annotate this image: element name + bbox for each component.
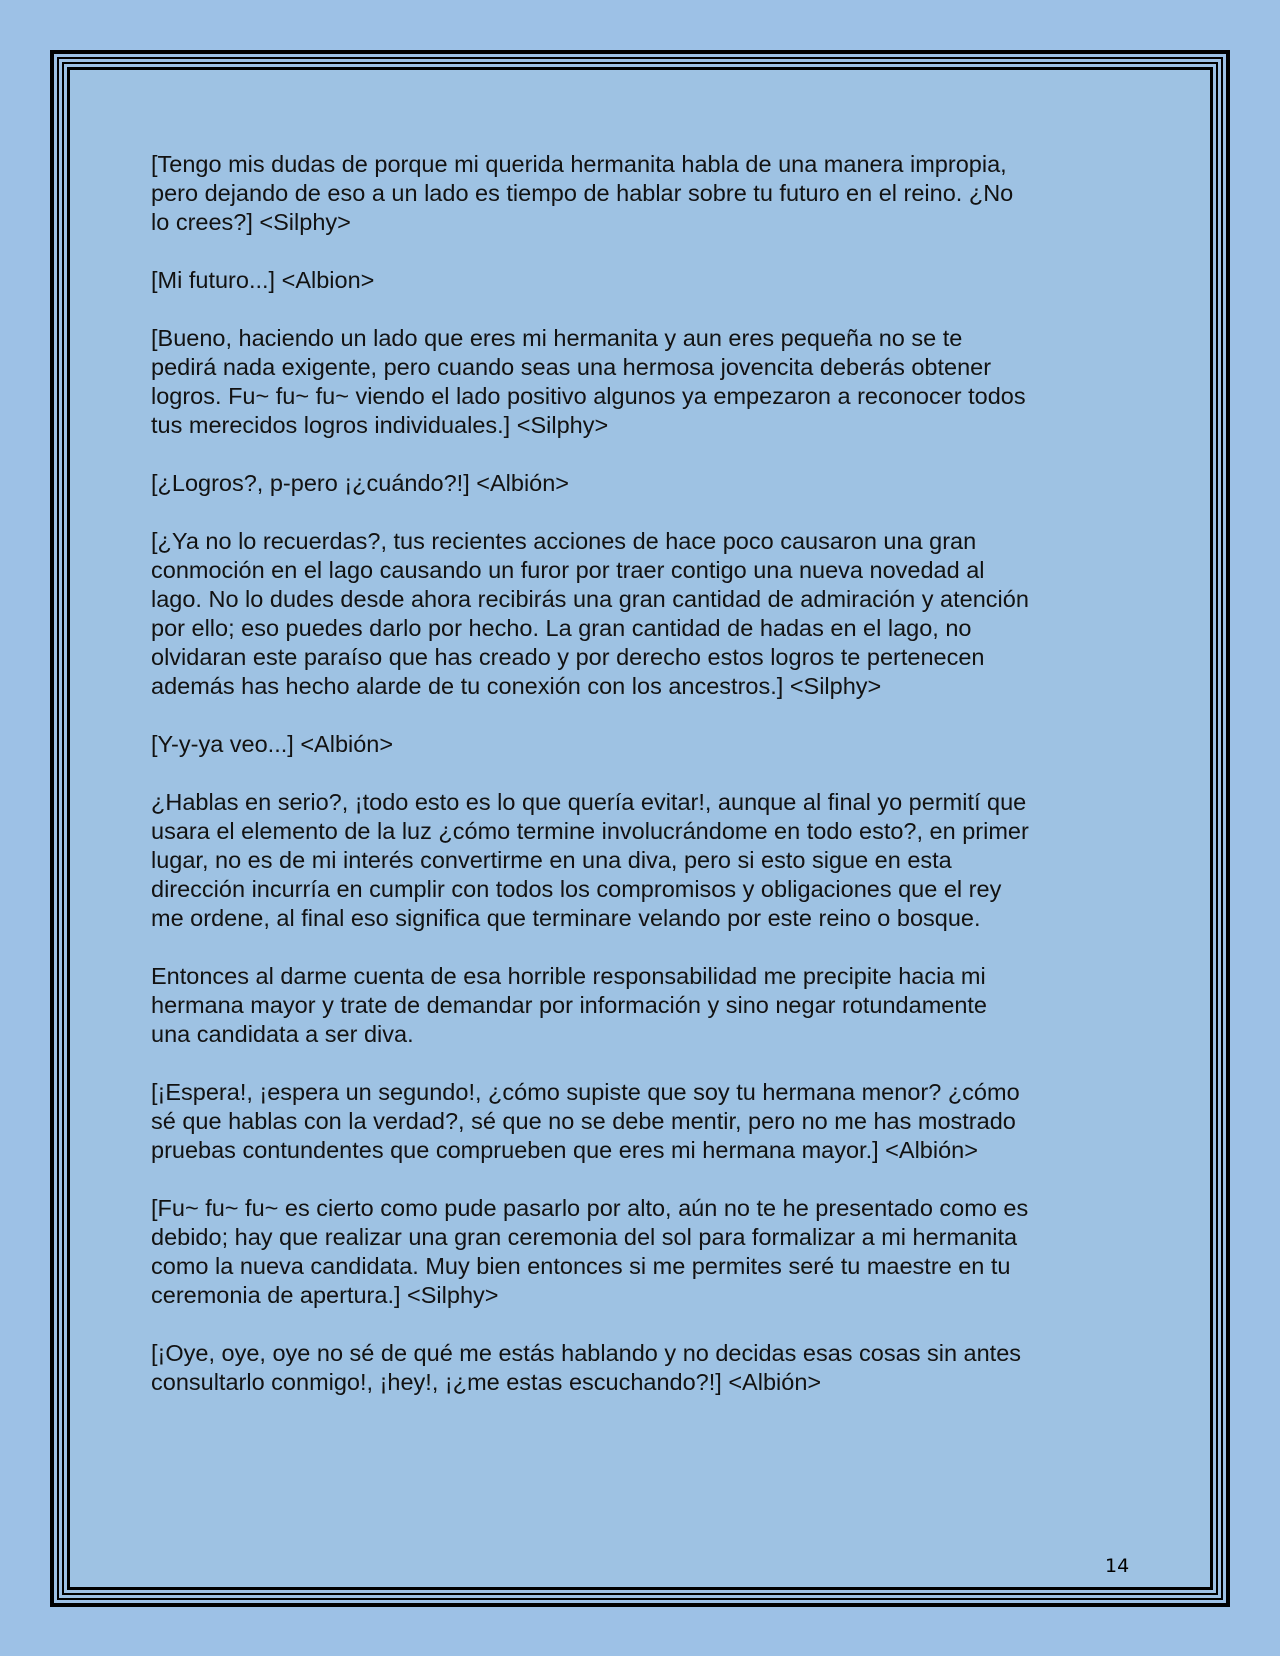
paragraph-6: [Y-y-ya veo...] <Albión> [151, 731, 394, 757]
paragraph-10: [Fu~ fu~ fu~ es cierto como pude pasarlo por alto, aún no te he presentado como es debido; hay que realizar una gran ceremonia del sol para formalizar a mi hermanita como la nueva candidata. Muy bien entonces si me permites seré tu maestre en tu ceremonia de apertura.] <Silphy> [151, 1195, 1029, 1308]
page-text [151, 150, 1101, 1426]
paragraph-1: [Tengo mis dudas de porque mi querida hermanita habla de una manera impropia, pero dejando de eso a un lado es tiempo de hablar sobre tu futuro en el reino. ¿No lo crees?] <Silphy> [151, 151, 1014, 235]
paragraph-7: ¿Hablas en serio?, ¡todo esto es lo que quería evitar!, aunque al final yo permití que usara el elemento de la luz ¿cómo termine involucrándome en todo esto?, en primer lugar, no es de mi interés convertirme en una diva, pero si esto sigue en esta dirección incurría en cumplir con todos los compromisos y obligaciones que el rey me ordene, al final eso significa que terminare velando por este reino o bosque. [151, 789, 1029, 931]
paragraph-5: [¿Ya no lo recuerdas?, tus recientes acciones de hace poco causaron una gran conmoción en el lago causando un furor por traer contigo una nueva novedad al lago. No lo dudes desde ahora recibirás una gran cantidad de admiración y atención por ello; eso puedes darlo por hecho. La gran cantidad de hadas en el lago, no olvidaran este paraíso que has creado y por derecho estos logros te pertenecen además has hecho alarde de tu conexión con los ancestros.] <Silphy> [151, 528, 1029, 699]
paragraph-4: [¿Logros?, p-pero ¡¿cuándo?!] <Albión> [151, 470, 570, 496]
paragraph-8: Entonces al darme cuenta de esa horrible responsabilidad me precipite hacia mi hermana mayor y trate de demandar por información y sino negar rotundamente una candidata a ser diva. [151, 963, 988, 1047]
paragraph-3: [Bueno, haciendo un lado que eres mi hermanita y aun eres pequeña no se te pedirá nada exigente, pero cuando seas una hermosa jovencita deberás obtener logros. Fu~ fu~ fu~ viendo el lado positivo algunos ya empezaron a reconocer todos tus merecidos logros individuales.] <Silphy> [151, 325, 1026, 438]
paragraph-2: [Mi futuro...] <Albion> [151, 267, 375, 293]
page-number: 14 [1105, 1555, 1130, 1577]
paragraph-9: [¡Espera!, ¡espera un segundo!, ¿cómo supiste que soy tu hermana menor? ¿cómo sé que hablas con la verdad?, sé que no se debe mentir, pero no me has mostrado pruebas contundentes que comprueben que eres mi hermana mayor.] <Albión> [151, 1079, 1020, 1163]
paragraph-11: [¡Oye, oye, oye no sé de qué me estás hablando y no decidas esas cosas sin antes consultarlo conmigo!, ¡hey!, ¡¿me estas escuchando?!] <Albión> [151, 1340, 1022, 1395]
